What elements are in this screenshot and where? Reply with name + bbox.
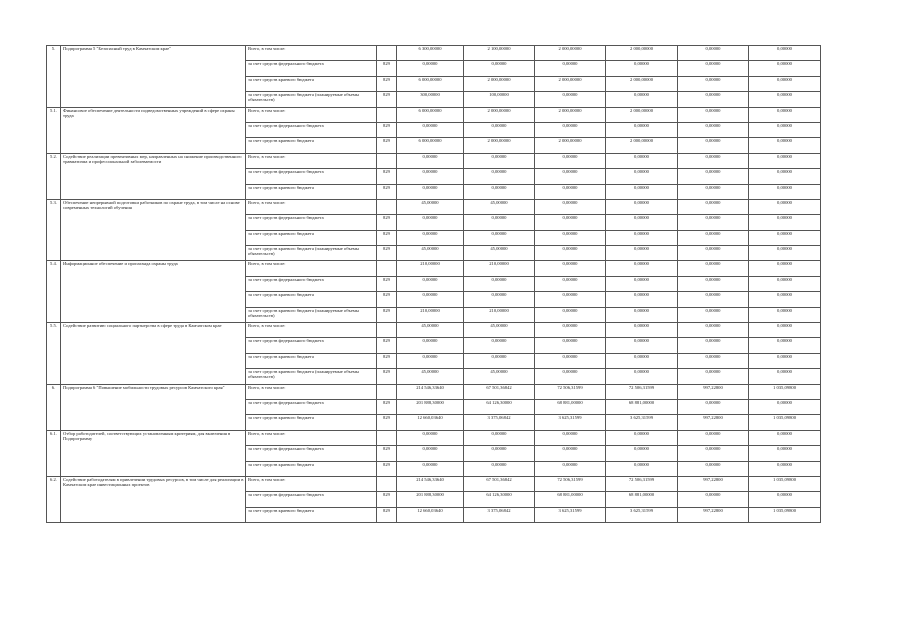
amount-cell: 2 000,00000 xyxy=(535,46,606,61)
amount-cell: 3 625,31599 xyxy=(606,415,678,430)
amount-cell: 0,00000 xyxy=(678,61,749,76)
amount-cell: 0,00000 xyxy=(535,230,606,245)
amount-cell: 67 501,36842 xyxy=(464,476,535,491)
amount-cell: 0,00000 xyxy=(678,430,749,445)
amount-cell: 0,00000 xyxy=(397,215,464,230)
funding-source-cell: за счет средств краевого бюджета (планируемые объемы обязательств) xyxy=(246,307,377,322)
amount-cell: 0,00000 xyxy=(606,153,678,168)
amount-cell: 0,00000 xyxy=(678,199,749,214)
amount-cell: 0,00000 xyxy=(678,369,749,384)
amount-cell: 0,00000 xyxy=(535,169,606,184)
amount-cell: 2 000,00000 xyxy=(606,46,678,61)
table-row xyxy=(47,384,821,399)
budget-code-cell: 829 xyxy=(377,215,397,230)
amount-cell: 0,00000 xyxy=(606,215,678,230)
amount-cell: 0,00000 xyxy=(678,215,749,230)
amount-cell: 0,00000 xyxy=(678,307,749,322)
funding-source-cell: за счет средств федерального бюджета xyxy=(246,399,377,414)
amount-cell: 0,00000 xyxy=(606,323,678,338)
amount-cell: 0,00000 xyxy=(749,153,821,168)
amount-cell: 3 625,31599 xyxy=(606,507,678,522)
budget-code-cell: 829 xyxy=(377,338,397,353)
funding-source-cell: за счет средств федерального бюджета xyxy=(246,492,377,507)
amount-cell: 210,00000 xyxy=(464,307,535,322)
amount-cell: 0,00000 xyxy=(749,307,821,322)
budget-code-cell: 829 xyxy=(377,292,397,307)
budget-code-cell: 829 xyxy=(377,276,397,291)
amount-cell: 0,00000 xyxy=(397,153,464,168)
amount-cell: 0,00000 xyxy=(464,215,535,230)
amount-cell: 2 000,00000 xyxy=(464,107,535,122)
budget-code-cell xyxy=(377,384,397,399)
amount-cell: 0,00000 xyxy=(749,353,821,368)
amount-cell: 2 100,00000 xyxy=(464,46,535,61)
budget-code-cell xyxy=(377,430,397,445)
amount-cell: 72 506,31599 xyxy=(606,384,678,399)
row-number-cell: 5.1. xyxy=(47,107,61,153)
amount-cell: 1 035,09800 xyxy=(749,476,821,491)
row-number-cell: 6.1. xyxy=(47,430,61,476)
amount-cell: 0,00000 xyxy=(606,307,678,322)
amount-cell: 0,00000 xyxy=(749,199,821,214)
amount-cell: 72 506,31599 xyxy=(535,384,606,399)
amount-cell: 0,00000 xyxy=(678,184,749,199)
funding-source-cell: за счет средств федерального бюджета xyxy=(246,61,377,76)
amount-cell: 0,00000 xyxy=(464,292,535,307)
amount-cell: 3 375,06842 xyxy=(464,507,535,522)
funding-source-cell: Всего, в том числе: xyxy=(246,153,377,168)
amount-cell: 0,00000 xyxy=(397,430,464,445)
amount-cell: 0,00000 xyxy=(678,230,749,245)
funding-source-cell: за счет средств федерального бюджета xyxy=(246,122,377,137)
funding-source-cell: за счет средств краевого бюджета xyxy=(246,230,377,245)
amount-cell: 0,00000 xyxy=(749,184,821,199)
amount-cell: 0,00000 xyxy=(749,76,821,91)
amount-cell: 0,00000 xyxy=(535,338,606,353)
amount-cell: 45,00000 xyxy=(397,369,464,384)
amount-cell: 2 000,00000 xyxy=(535,76,606,91)
row-number-cell: 5.3. xyxy=(47,199,61,261)
amount-cell: 6 000,00000 xyxy=(397,138,464,153)
amount-cell: 0,00000 xyxy=(749,169,821,184)
amount-cell: 100,00000 xyxy=(464,92,535,107)
amount-cell: 0,00000 xyxy=(535,323,606,338)
budget-code-cell xyxy=(377,261,397,276)
amount-cell: 0,00000 xyxy=(535,292,606,307)
table-row xyxy=(47,46,821,61)
amount-cell: 0,00000 xyxy=(397,122,464,137)
funding-source-cell: за счет средств федерального бюджета xyxy=(246,338,377,353)
funding-source-cell: за счет средств федерального бюджета xyxy=(246,215,377,230)
amount-cell: 0,00000 xyxy=(464,276,535,291)
funding-source-cell: за счет средств краевого бюджета xyxy=(246,138,377,153)
amount-cell: 0,00000 xyxy=(678,138,749,153)
amount-cell: 0,00000 xyxy=(464,169,535,184)
funding-source-cell: Всего, в том числе: xyxy=(246,430,377,445)
amount-cell: 0,00000 xyxy=(464,122,535,137)
row-number-cell: 5.5. xyxy=(47,323,61,385)
amount-cell: 0,00000 xyxy=(606,61,678,76)
amount-cell: 45,00000 xyxy=(464,369,535,384)
amount-cell: 0,00000 xyxy=(749,246,821,261)
amount-cell: 0,00000 xyxy=(749,215,821,230)
amount-cell: 0,00000 xyxy=(464,184,535,199)
amount-cell: 0,00000 xyxy=(606,461,678,476)
amount-cell: 0,00000 xyxy=(678,492,749,507)
amount-cell: 0,00000 xyxy=(397,184,464,199)
amount-cell: 45,00000 xyxy=(397,323,464,338)
table-row xyxy=(47,107,821,122)
funding-source-cell: Всего, в том числе: xyxy=(246,323,377,338)
table-body xyxy=(47,46,821,523)
funding-source-cell: Всего, в том числе: xyxy=(246,261,377,276)
table-row xyxy=(47,476,821,491)
amount-cell: 2 000,00000 xyxy=(606,107,678,122)
funding-source-cell: за счет средств краевого бюджета (планируемые объемы обязательств) xyxy=(246,369,377,384)
budget-code-cell: 829 xyxy=(377,353,397,368)
amount-cell: 45,00000 xyxy=(397,199,464,214)
amount-cell: 0,00000 xyxy=(678,153,749,168)
table-row xyxy=(47,323,821,338)
amount-cell: 0,00000 xyxy=(678,76,749,91)
program-name-cell: Содействие работодателям в привлечении трудовых ресурсов, в том числе для реализации в Камчатском крае инвестиционных проектов xyxy=(61,476,246,522)
budget-code-cell xyxy=(377,46,397,61)
table-row xyxy=(47,430,821,445)
funding-source-cell: за счет средств краевого бюджета xyxy=(246,76,377,91)
amount-cell: 0,00000 xyxy=(535,122,606,137)
amount-cell: 0,00000 xyxy=(678,461,749,476)
funding-source-cell: за счет средств федерального бюджета xyxy=(246,169,377,184)
amount-cell: 0,00000 xyxy=(397,230,464,245)
amount-cell: 0,00000 xyxy=(606,230,678,245)
funding-source-cell: за счет средств федерального бюджета xyxy=(246,276,377,291)
amount-cell: 2 000,00000 xyxy=(535,138,606,153)
amount-cell: 0,00000 xyxy=(678,292,749,307)
amount-cell: 0,00000 xyxy=(535,61,606,76)
amount-cell: 0,00000 xyxy=(464,430,535,445)
amount-cell: 997,22800 xyxy=(678,384,749,399)
amount-cell: 0,00000 xyxy=(749,461,821,476)
amount-cell: 0,00000 xyxy=(535,307,606,322)
amount-cell: 0,00000 xyxy=(749,323,821,338)
amount-cell: 0,00000 xyxy=(678,46,749,61)
amount-cell: 0,00000 xyxy=(397,61,464,76)
budget-code-cell: 829 xyxy=(377,492,397,507)
program-name-cell: Содействие реализации превентивных мер, направленных на снижение производственного травматизма и профессиональной заболеваемости xyxy=(61,153,246,199)
budget-code-cell: 829 xyxy=(377,169,397,184)
amount-cell: 0,00000 xyxy=(749,369,821,384)
amount-cell: 0,00000 xyxy=(535,215,606,230)
amount-cell: 0,00000 xyxy=(749,107,821,122)
amount-cell: 0,00000 xyxy=(535,461,606,476)
budget-code-cell: 829 xyxy=(377,230,397,245)
budget-code-cell: 829 xyxy=(377,92,397,107)
program-name-cell: Информационное обеспечение и пропаганда охраны труда xyxy=(61,261,246,323)
amount-cell: 0,00000 xyxy=(606,338,678,353)
amount-cell: 0,00000 xyxy=(749,338,821,353)
amount-cell: 0,00000 xyxy=(464,153,535,168)
row-number-cell: 5. xyxy=(47,46,61,108)
amount-cell: 0,00000 xyxy=(678,276,749,291)
amount-cell: 0,00000 xyxy=(464,230,535,245)
amount-cell: 0,00000 xyxy=(749,122,821,137)
amount-cell: 0,00000 xyxy=(535,92,606,107)
funding-source-cell: Всего, в том числе: xyxy=(246,199,377,214)
amount-cell: 0,00000 xyxy=(535,430,606,445)
row-number-cell: 5.2. xyxy=(47,153,61,199)
amount-cell: 2 000,00000 xyxy=(606,138,678,153)
amount-cell: 0,00000 xyxy=(606,184,678,199)
funding-source-cell: за счет средств краевого бюджета (планируемые объемы обязательств) xyxy=(246,246,377,261)
amount-cell: 0,00000 xyxy=(535,199,606,214)
amount-cell: 12 660,03640 xyxy=(397,507,464,522)
amount-cell: 0,00000 xyxy=(678,122,749,137)
budget-code-cell: 829 xyxy=(377,399,397,414)
funding-source-cell: за счет средств краевого бюджета xyxy=(246,292,377,307)
amount-cell: 6 000,00000 xyxy=(397,76,464,91)
amount-cell: 0,00000 xyxy=(606,199,678,214)
budget-code-cell: 829 xyxy=(377,507,397,522)
amount-cell: 0,00000 xyxy=(678,246,749,261)
amount-cell: 0,00000 xyxy=(749,276,821,291)
amount-cell: 64 126,30000 xyxy=(464,492,535,507)
program-name-cell: Финансовое обеспечение деятельности подведомственных учреждений в сфере охраны труда xyxy=(61,107,246,153)
budget-code-cell: 829 xyxy=(377,369,397,384)
budget-code-cell: 829 xyxy=(377,461,397,476)
amount-cell: 2 000,00000 xyxy=(464,138,535,153)
table-row xyxy=(47,153,821,168)
amount-cell: 0,00000 xyxy=(535,153,606,168)
amount-cell: 0,00000 xyxy=(535,369,606,384)
amount-cell: 0,00000 xyxy=(397,276,464,291)
amount-cell: 1 035,09800 xyxy=(749,384,821,399)
amount-cell: 0,00000 xyxy=(606,353,678,368)
amount-cell: 997,22800 xyxy=(678,507,749,522)
amount-cell: 0,00000 xyxy=(678,338,749,353)
row-number-cell: 5.4. xyxy=(47,261,61,323)
budget-code-cell: 829 xyxy=(377,184,397,199)
amount-cell: 0,00000 xyxy=(606,276,678,291)
amount-cell: 0,00000 xyxy=(606,261,678,276)
amount-cell: 0,00000 xyxy=(606,246,678,261)
amount-cell: 0,00000 xyxy=(397,338,464,353)
amount-cell: 0,00000 xyxy=(535,184,606,199)
funding-source-cell: Всего, в том числе: xyxy=(246,107,377,122)
amount-cell: 0,00000 xyxy=(397,353,464,368)
budget-code-cell: 829 xyxy=(377,61,397,76)
funding-source-cell: за счет средств краевого бюджета (планируемые объемы обязательств) xyxy=(246,92,377,107)
amount-cell: 0,00000 xyxy=(606,369,678,384)
table-row xyxy=(47,199,821,214)
amount-cell: 0,00000 xyxy=(749,61,821,76)
amount-cell: 0,00000 xyxy=(749,399,821,414)
budget-code-cell xyxy=(377,476,397,491)
amount-cell: 67 501,36842 xyxy=(464,384,535,399)
amount-cell: 2 000,00000 xyxy=(535,107,606,122)
budget-code-cell: 829 xyxy=(377,307,397,322)
program-name-cell: Содействие развитию социального партнерства в сфере труда в Камчатском крае xyxy=(61,323,246,385)
amount-cell: 0,00000 xyxy=(678,399,749,414)
amount-cell: 0,00000 xyxy=(535,261,606,276)
amount-cell: 6 000,00000 xyxy=(397,107,464,122)
amount-cell: 72 506,31599 xyxy=(535,476,606,491)
amount-cell: 0,00000 xyxy=(749,138,821,153)
amount-cell: 210,00000 xyxy=(397,307,464,322)
funding-source-cell: за счет средств федерального бюджета xyxy=(246,446,377,461)
amount-cell: 0,00000 xyxy=(397,446,464,461)
amount-cell: 45,00000 xyxy=(397,246,464,261)
amount-cell: 45,00000 xyxy=(464,323,535,338)
amount-cell: 3 375,06842 xyxy=(464,415,535,430)
amount-cell: 0,00000 xyxy=(606,169,678,184)
amount-cell: 210,00000 xyxy=(397,261,464,276)
row-number-cell: 6.2. xyxy=(47,476,61,522)
program-name-cell: Подпрограмма 5 "Безопасный труд в Камчатском крае" xyxy=(61,46,246,108)
budget-code-cell: 829 xyxy=(377,76,397,91)
amount-cell: 0,00000 xyxy=(606,430,678,445)
amount-cell: 0,00000 xyxy=(397,292,464,307)
amount-cell: 0,00000 xyxy=(678,92,749,107)
amount-cell: 72 506,31599 xyxy=(606,476,678,491)
amount-cell: 0,00000 xyxy=(749,492,821,507)
amount-cell: 0,00000 xyxy=(397,169,464,184)
budget-code-cell: 829 xyxy=(377,122,397,137)
amount-cell: 68 881,00000 xyxy=(606,399,678,414)
amount-cell: 0,00000 xyxy=(749,261,821,276)
amount-cell: 1 035,09800 xyxy=(749,507,821,522)
funding-source-cell: Всего, в том числе: xyxy=(246,476,377,491)
amount-cell: 3 625,31599 xyxy=(535,507,606,522)
budget-code-cell: 829 xyxy=(377,446,397,461)
amount-cell: 0,00000 xyxy=(749,46,821,61)
amount-cell: 0,00000 xyxy=(535,276,606,291)
amount-cell: 0,00000 xyxy=(464,446,535,461)
amount-cell: 0,00000 xyxy=(678,353,749,368)
program-name-cell: Обеспечение непрерывной подготовки работников по охране труда, в том числе на основе современных технологий обучения xyxy=(61,199,246,261)
table-row xyxy=(47,261,821,276)
amount-cell: 300,00000 xyxy=(397,92,464,107)
amount-cell: 0,00000 xyxy=(535,246,606,261)
amount-cell: 68 881,00000 xyxy=(535,492,606,507)
amount-cell: 3 625,31599 xyxy=(535,415,606,430)
amount-cell: 6 300,00000 xyxy=(397,46,464,61)
amount-cell: 0,00000 xyxy=(464,461,535,476)
amount-cell: 0,00000 xyxy=(606,92,678,107)
amount-cell: 0,00000 xyxy=(749,92,821,107)
budget-code-cell: 829 xyxy=(377,138,397,153)
amount-cell: 0,00000 xyxy=(464,61,535,76)
funding-source-cell: за счет средств краевого бюджета xyxy=(246,415,377,430)
amount-cell: 45,00000 xyxy=(464,199,535,214)
amount-cell: 0,00000 xyxy=(464,353,535,368)
amount-cell: 0,00000 xyxy=(678,446,749,461)
amount-cell: 0,00000 xyxy=(678,107,749,122)
funding-source-cell: за счет средств краевого бюджета xyxy=(246,507,377,522)
amount-cell: 45,00000 xyxy=(464,246,535,261)
amount-cell: 0,00000 xyxy=(535,446,606,461)
amount-cell: 0,00000 xyxy=(397,461,464,476)
funding-source-cell: Всего, в том числе: xyxy=(246,384,377,399)
amount-cell: 0,00000 xyxy=(749,446,821,461)
budget-code-cell xyxy=(377,153,397,168)
amount-cell: 0,00000 xyxy=(678,323,749,338)
budget-code-cell: 829 xyxy=(377,246,397,261)
amount-cell: 2 000,00000 xyxy=(606,76,678,91)
amount-cell: 0,00000 xyxy=(606,292,678,307)
amount-cell: 201 888,30000 xyxy=(397,399,464,414)
amount-cell: 214 546,33640 xyxy=(397,476,464,491)
amount-cell: 0,00000 xyxy=(606,446,678,461)
amount-cell: 0,00000 xyxy=(678,169,749,184)
amount-cell: 201 888,30000 xyxy=(397,492,464,507)
amount-cell: 64 126,30000 xyxy=(464,399,535,414)
budget-table xyxy=(46,45,821,523)
amount-cell: 12 660,03640 xyxy=(397,415,464,430)
amount-cell: 997,22800 xyxy=(678,476,749,491)
amount-cell: 0,00000 xyxy=(749,430,821,445)
budget-code-cell xyxy=(377,199,397,214)
funding-source-cell: за счет средств краевого бюджета xyxy=(246,461,377,476)
funding-source-cell: за счет средств краевого бюджета xyxy=(246,184,377,199)
amount-cell: 1 035,09800 xyxy=(749,415,821,430)
amount-cell: 68 881,00000 xyxy=(535,399,606,414)
budget-code-cell xyxy=(377,323,397,338)
row-number-cell: 6. xyxy=(47,384,61,430)
budget-code-cell xyxy=(377,107,397,122)
amount-cell: 214 546,33640 xyxy=(397,384,464,399)
program-name-cell: Отбор работодателей, соответствующих установленным критериям, для включения в Подпрограмму xyxy=(61,430,246,476)
amount-cell: 0,00000 xyxy=(464,338,535,353)
amount-cell: 210,00000 xyxy=(464,261,535,276)
program-name-cell: Подпрограмма 6 "Повышение мобильности трудовых ресурсов Камчатского края" xyxy=(61,384,246,430)
amount-cell: 0,00000 xyxy=(606,122,678,137)
funding-source-cell: за счет средств краевого бюджета xyxy=(246,353,377,368)
amount-cell: 2 000,00000 xyxy=(464,76,535,91)
amount-cell: 68 881,00000 xyxy=(606,492,678,507)
amount-cell: 0,00000 xyxy=(678,261,749,276)
amount-cell: 997,22800 xyxy=(678,415,749,430)
amount-cell: 0,00000 xyxy=(749,292,821,307)
budget-code-cell: 829 xyxy=(377,415,397,430)
funding-source-cell: Всего, в том числе: xyxy=(246,46,377,61)
budget-table-sheet xyxy=(46,45,820,513)
amount-cell: 0,00000 xyxy=(535,353,606,368)
amount-cell: 0,00000 xyxy=(749,230,821,245)
